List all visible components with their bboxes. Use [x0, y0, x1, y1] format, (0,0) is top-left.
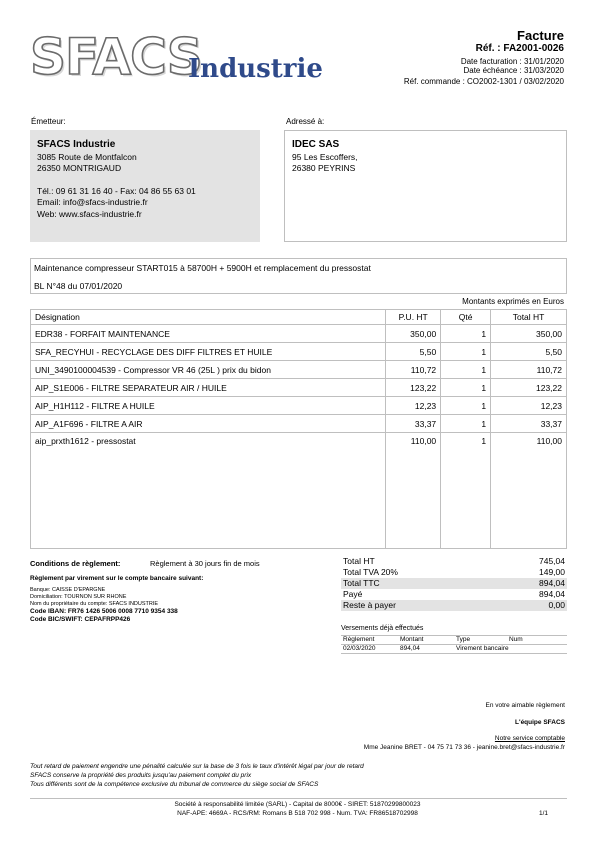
- total-row: [341, 589, 567, 600]
- header-total: Total HT: [491, 310, 567, 325]
- recipient-address-line2: 26380 PEYRINS: [292, 163, 356, 173]
- table-row: [31, 397, 567, 415]
- issuer-block: [30, 130, 260, 242]
- bank-domiciliation: Domiciliation: TOURNON SUR RHONE: [30, 594, 127, 600]
- total-label: Reste à payer: [343, 600, 396, 610]
- total-row: [341, 600, 567, 611]
- conditions-value: Règlement à 30 jours fin de mois: [150, 559, 260, 568]
- payments-row: [341, 645, 567, 653]
- items-table: [30, 309, 567, 549]
- total-row: [341, 567, 567, 578]
- legal-line1: Tout retard de paiement engendre une pénalité calculée sur la base de 3 fois le taux d'intérêt légal par jour de retard: [30, 763, 364, 770]
- payment-type: Virement bancaire: [456, 645, 509, 652]
- row-unit-price: 110,00: [386, 433, 441, 549]
- payments-title: Versements déjà effectués: [341, 625, 424, 632]
- company-logo: [30, 28, 323, 90]
- issuer-email: Email: info@sfacs-industrie.fr: [37, 197, 148, 207]
- issuer-address-line2: 26350 MONTRIGAUD: [37, 163, 122, 173]
- row-designation: aip_prxth1612 - pressostat: [31, 433, 386, 549]
- footer-line2: NAF-APE: 4669A - RCS/RM: Romans B 518 702 998 - Num. TVA: FR86518702998: [177, 810, 418, 817]
- row-total: 123,22: [491, 379, 567, 397]
- row-total: 5,50: [491, 343, 567, 361]
- description-line1: Maintenance compresseur START015 à 58700H + 5900H et remplacement du pressostat: [34, 263, 371, 273]
- total-value: 894,04: [539, 578, 565, 588]
- order-reference: Réf. commande : CO2002-1301 / 03/02/2020: [403, 77, 564, 86]
- total-value: 149,00: [539, 567, 565, 577]
- logo-subtitle: Industrie: [188, 54, 323, 84]
- row-unit-price: 123,22: [386, 379, 441, 397]
- totals-block: [341, 556, 567, 611]
- header-unit-price: P.U. HT: [386, 310, 441, 325]
- row-total: 110,72: [491, 361, 567, 379]
- row-designation: EDR38 - FORFAIT MAINTENANCE: [31, 325, 386, 343]
- logo-brand: SFACS: [30, 28, 202, 86]
- payments-header-row: [341, 636, 567, 645]
- row-quantity: 1: [441, 415, 491, 433]
- page-number: 1/1: [538, 810, 548, 817]
- currency-note: Montants exprimés en Euros: [462, 297, 564, 306]
- footer-divider: [30, 798, 567, 799]
- accounting-service: Notre service comptable: [494, 735, 565, 742]
- issuer-name: SFACS Industrie: [37, 139, 116, 150]
- row-total: 350,00: [491, 325, 567, 343]
- total-label: Payé: [343, 589, 363, 599]
- due-date: Date échéance : 31/03/2020: [463, 66, 564, 75]
- conditions-label: Conditions de règlement:: [30, 559, 121, 568]
- row-quantity: 1: [441, 361, 491, 379]
- row-unit-price: 110,72: [386, 361, 441, 379]
- row-quantity: 1: [441, 379, 491, 397]
- closing-team: L'équipe SFACS: [515, 719, 565, 726]
- table-header-row: [31, 310, 567, 325]
- payments-header-type: Type: [456, 636, 471, 643]
- issuer-web: Web: www.sfacs-industrie.fr: [37, 208, 142, 219]
- payment-date: 02/03/2020: [343, 645, 376, 652]
- row-quantity: 1: [441, 433, 491, 549]
- total-label: Total TTC: [343, 578, 380, 588]
- closing-greeting: En votre aimable règlement: [485, 702, 565, 709]
- row-unit-price: 12,23: [386, 397, 441, 415]
- row-designation: AIP_A1F696 - FILTRE A AIR: [31, 415, 386, 433]
- payment-amount: 894,04: [400, 645, 420, 652]
- total-value: 0,00: [548, 600, 565, 610]
- issuer-phone: Tél.: 09 61 31 16 40 - Fax: 04 86 55 63 01: [37, 185, 196, 196]
- row-quantity: 1: [441, 397, 491, 415]
- row-designation: UNI_3490100004539 - Compressor VR 46 (25L ) prix du bidon: [31, 361, 386, 379]
- payments-header-amount: Montant: [400, 636, 424, 643]
- row-total: 33,37: [491, 415, 567, 433]
- total-value: 745,04: [539, 556, 565, 566]
- row-quantity: 1: [441, 325, 491, 343]
- row-unit-price: 33,37: [386, 415, 441, 433]
- accounting-contact: Mme Jeanine BRET - 04 75 71 73 36 - jeanine.bret@sfacs-industrie.fr: [363, 744, 565, 751]
- account-owner: Nom du propriétaire du compte: SFACS INDUSTRIE: [30, 601, 159, 607]
- legal-line2: SFACS conserve la propriété des produits jusqu'au paiement complet du prix: [30, 772, 252, 779]
- row-total: 110,00: [491, 433, 567, 549]
- table-row: [31, 361, 567, 379]
- bank-name: Banque: CAISSE D'EPARGNE: [30, 587, 106, 593]
- issuer-label: Émetteur:: [31, 117, 66, 126]
- invoice-date: Date facturation : 31/01/2020: [460, 57, 564, 66]
- row-quantity: 1: [441, 343, 491, 361]
- row-unit-price: 350,00: [386, 325, 441, 343]
- recipient-block: [284, 130, 567, 242]
- footer-line1: Société à responsabilité limitée (SARL) - Capital de 8000€ - SIRET: 51870299800023: [174, 801, 421, 808]
- issuer-address-line1: 3085 Route de Montfalcon: [37, 151, 137, 162]
- payment-conditions: [30, 559, 260, 624]
- table-row: [31, 433, 567, 549]
- total-row: [341, 578, 567, 589]
- total-label: Total TVA 20%: [343, 567, 398, 577]
- table-row: [31, 379, 567, 397]
- transfer-title: Règlement par virement sur le compte bancaire suivant:: [30, 575, 204, 582]
- row-total: 12,23: [491, 397, 567, 415]
- payments-header-num: Num: [509, 636, 523, 643]
- row-unit-price: 5,50: [386, 343, 441, 361]
- legal-line3: Tous différents sont de la compétence exclusive du tribunal de commerce du siège social de SFACS: [30, 781, 319, 788]
- invoice-description: [30, 258, 567, 294]
- recipient-label: Adressé à:: [286, 117, 325, 126]
- total-value: 894,04: [539, 589, 565, 599]
- table-row: [31, 343, 567, 361]
- invoice-reference: Réf. : FA2001-0026: [475, 43, 564, 54]
- payments-header-date: Règlement: [343, 636, 375, 643]
- header-designation: Désignation: [31, 310, 386, 325]
- recipient-address-line1: 95 Les Escoffers,: [292, 151, 358, 162]
- document-title: Facture: [517, 28, 564, 43]
- total-label: Total HT: [343, 556, 375, 566]
- table-row: [31, 325, 567, 343]
- recipient-name: IDEC SAS: [292, 139, 340, 150]
- description-line2: BL N°48 du 07/01/2020: [34, 281, 123, 291]
- payments-block: [341, 625, 567, 654]
- total-row: [341, 556, 567, 567]
- bic: Code BIC/SWIFT: CEPAFRPP426: [30, 616, 131, 623]
- row-designation: AIP_H1H112 - FILTRE A HUILE: [31, 397, 386, 415]
- row-designation: AIP_S1E006 - FILTRE SEPARATEUR AIR / HUILE: [31, 379, 386, 397]
- row-designation: SFA_RECYHUI - RECYCLAGE DES DIFF FILTRES ET HUILE: [31, 343, 386, 361]
- table-row: [31, 415, 567, 433]
- header-quantity: Qté: [441, 310, 491, 325]
- legal-notes: [30, 762, 364, 789]
- iban: Code IBAN: FR76 1426 5006 0008 7710 9354 338: [30, 608, 178, 615]
